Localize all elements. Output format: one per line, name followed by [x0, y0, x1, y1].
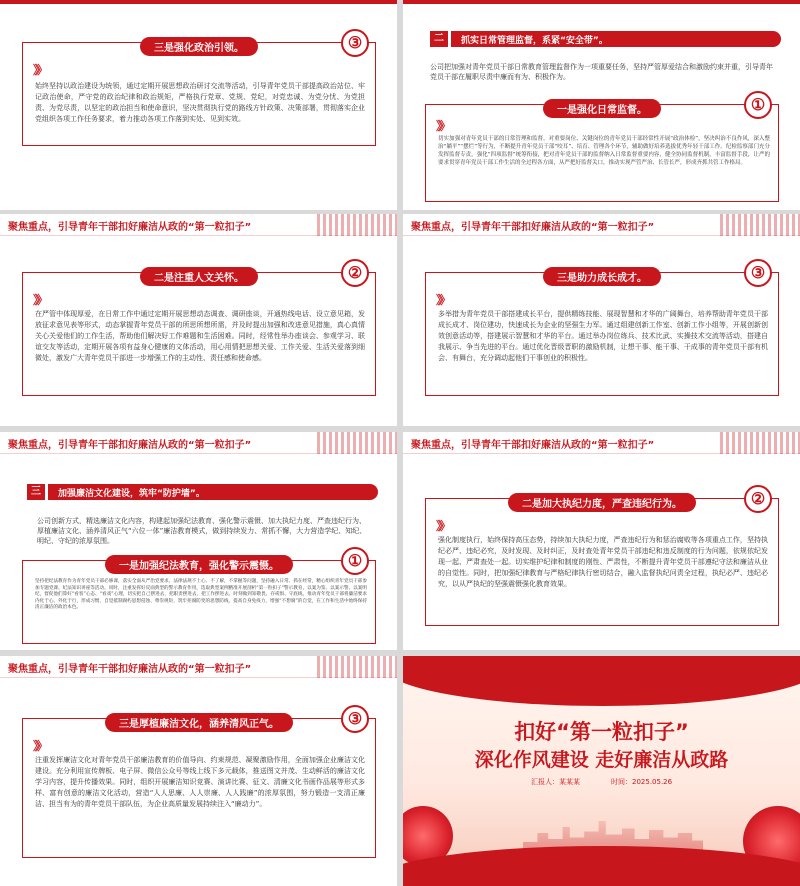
panel-title: 一是强化日常监督。 [543, 99, 661, 118]
panel-title: 三是厚植廉洁文化，涵养清风正气。 [105, 713, 293, 732]
panel-title: 二是注重人文关怀。 [140, 267, 258, 286]
cover-title: 扣好“第一粒扣子” [514, 720, 689, 744]
header-decoration [720, 432, 800, 454]
chevron-icon: 》》 [33, 739, 46, 753]
slide-header [0, 656, 397, 678]
slide-humanistic-care [0, 214, 397, 426]
panel-number-badge: ① [744, 91, 772, 119]
slide-cover [403, 656, 800, 886]
header-text: 聚焦重点，引导青年干部扣好廉洁从政的“第一粒扣子” [411, 222, 655, 233]
slide-discipline-enforcement [403, 432, 800, 650]
panel-number-badge: ③ [341, 705, 369, 733]
section-title-bar: 抓实日常管理监督，系紧“安全带”。 [451, 31, 781, 47]
panel-card [425, 95, 779, 202]
slide-header [403, 214, 800, 236]
panel-body-text: 在严管中体现厚爱，在日常工作中通过定期开展思想动态调查、调研座谈，开通热线电话、设立意见箱，发放征求意见表等形式，动态掌握青年党员干部的所思所想所需，并及时提出加强和改进意见措施，真心真情关心关爱他们的工作生活，帮助他们解决好工作难题和生活困难。同时，经常性举办座谈会、参观学习、联谊交友等活动，定期开展各项有益身心健康的文体活动，用心用情把思想关爱、工作关爱、生活关爱落到细微处，激发广大青年党员干部进一步增强工作的主动性、责任感和使命感。 [35, 310, 365, 362]
panel-number-badge: ③ [744, 259, 772, 287]
panel-number-badge: ② [744, 485, 772, 513]
header-text: 聚焦重点，引导青年干部扣好廉洁从政的“第一粒扣子” [8, 664, 252, 675]
panel-body-text: 注重发挥廉洁文化对青年党员干部廉洁教育的价值导向、约束规范、凝聚激励作用，全面加强企业廉洁文化建设。充分利用宣传牌板、电子屏、微信公众号等线上线下多元载体，推送图文并茂、生动鲜活的廉洁文化学习内容，提升传播效果。同时，组织开展廉洁知识竞赛、演讲比赛、征文、清廉文化书画作品展等形式多样、富有创意的廉洁文化活动，营造“人人思廉、人人崇廉、人人践廉”的浓厚氛围，努力锻造一支清正廉洁、担当有为的青年党员干部队伍，为企业高质量发展持续注入“廉动力”。 [35, 756, 365, 808]
header-text: 聚焦重点，引导青年干部扣好廉洁从政的“第一粒扣子” [8, 440, 252, 451]
bottom-wave-decoration [403, 846, 800, 886]
panel-body-text: 强化制度执行，始终保持高压态势，持续加大执纪力度，严查违纪行为和惩治腐败等各项重点工作，坚持执纪必严、违纪必究，及时发现、及时纠正，及时查处青年党员干部违纪和违反制度的行为问题，依规依纪发现一起、严肃查处一起。切实维护纪律和制度的刚性、严肃性，不断提升青年党员干部遵纪守法和廉洁从业的自觉性。同时，把加强纪律教育与严格纪律执行密切结合，融入监督执纪问责全过程，执纪必严、违纪必究，以从严执纪的坚强震慑强化教育效果。 [438, 536, 768, 588]
slide-political-guidance [0, 0, 397, 210]
section-title-bar: 加强廉洁文化建设，筑牢“防护墙”。 [48, 484, 378, 500]
panel-title: 三是助力成长成才。 [543, 267, 661, 286]
header-decoration [317, 656, 397, 678]
reporter-label: 汇报人：某某某 [531, 778, 580, 786]
section-intro: 公司创新方式，精选廉洁文化内容，构建起加强纪法教育、强化警示震慑、加大执纪力度、严查违纪行为、厚植廉洁文化、涵养清风正气“六位一体”廉洁教育模式，做到持续发力、常抓不懈，大力营造学纪、知纪、明纪、守纪的浓厚氛围。 [37, 517, 367, 545]
panel-body-text: 切实加强对青年党员干部的日常管理和监督，对重要岗位、关键岗位的青年党员干部经常性开展“政治体检”，坚决纠治不良作风，深入整治“躺平”“摆烂”等行为，不断提升青年党员干部“咬耳”、培育、管理各个环节，辅助做好培养选拔优秀年轻干部工作。纪检监察部门充分发挥监督专责，强化“四项监督”统筹衔接，把对青年党员干部的监督纳入日常监督重要内容，健全协同监督机制，丰富监督手段，让严的要求贯穿青年党员干部工作生活的全过程各方面，从严把好监督关口，推动实现严管严治、长管长严，形成齐抓共管工作格局。 [438, 136, 770, 166]
panel-body-text: 多举措为青年党员干部搭建成长平台，提供精练技能、展现智慧和才华的广阔舞台，培养帮助青年党员干部成长成才、岗位建功，快速成长为企业的坚强生力军。通过组建创新工作室、创新工作小组等，开展创新创效创意活动等，搭建展示智慧和才华的平台。通过举办岗位练兵、技术比武、实操技术交流等活动，搭建自我展示、争当先进的平台。通过优化晋级晋职的激励机制，让想干事、能干事、干成事的青年党员干部有机会、有舞台，充分调动起他们干事创业的积极性。 [438, 310, 768, 362]
slide-header [403, 432, 800, 454]
panel-number-badge: ② [341, 259, 369, 287]
chevron-icon: 》》 [436, 119, 449, 133]
chevron-icon: 》》 [33, 63, 46, 77]
date-label: 时间：2025.05.26 [611, 778, 673, 786]
header-text: 聚焦重点，引导青年干部扣好廉洁从政的“第一粒扣子” [8, 222, 252, 233]
panel-title: 三是强化政治引领。 [140, 37, 258, 56]
section-number: 二 [430, 31, 448, 47]
slide-clean-culture [0, 656, 397, 886]
panel-number-badge: ③ [341, 29, 369, 57]
panel-card [425, 263, 779, 396]
section-intro: 公司把加强对青年党员干部日常教育管理监督作为一项重要任务，坚持严管厚爱结合和激励约束并重，引导青年党员干部在履职尽责中廉而有为、积极作为。 [430, 63, 773, 81]
cover-subtitle: 深化作风建设 走好廉洁从政路 [474, 749, 729, 771]
panel-card [425, 489, 779, 626]
panel-number-badge: ① [341, 547, 369, 575]
header-decoration [720, 214, 800, 236]
section-number: 三 [27, 484, 45, 500]
slide-daily-supervision [403, 0, 800, 210]
panel-title: 一是加强纪法教育，强化警示震慑。 [105, 555, 293, 574]
chevron-icon: 》》 [33, 293, 46, 307]
panel-title: 二是加大执纪力度，严查违纪行为。 [508, 493, 696, 512]
slide-growth-support [403, 214, 800, 426]
slide-integrity-culture [0, 432, 397, 650]
chevron-icon: 》》 [436, 293, 449, 307]
chevron-icon: 》》 [436, 519, 449, 533]
top-rule [403, 0, 800, 4]
slide-header [0, 214, 397, 236]
panel-body-text: 坚持把纪法教育作为青年党员干部必修课，落实全面从严治党要求，法律法规不上心、不了解，不掌握等问题，坚持融入日常、抓在经常，精心组织青年党员干部参加专题党课、纪法知识讲座等活动。同时，注重发挥好反面典型的警示教育作用，选取典型案例精准开展剖析“第一粒扣子”警示教育，以案为鉴、以案示警、以案明纪，督促他们算好“看客”心态、“看戏”心理，切实把自己摆进去，把职责摆进去，把工作摆进去，时刻做到知敬畏、存戒惧、守底线，推动青年党员干部将廉洁要求内化于心、外化于行，形成习惯，自觉抵制腐朽思想侵蚀、尊崇规矩，筑牢拒腐防变的思想防线，提高自身免疫力，增强“不想腐”的自觉，在工作和生活中始终保持清正廉洁的政治本色。 [35, 579, 367, 611]
panel-body-text: 始终坚持以政治建设为统领，通过定期开展思想政治研讨交流等活动，引导青年党员干部提高政治站位、牢记政治使命，严守党的政治纪律和政治规矩，严格执行党章、党规、党纪，对党忠诚、为党分忧、为党担责、为党尽责，以坚定的政治担当和使命意识，坚决贯彻执行党的路线方针政策、决策部署，贯彻落实企业党组织各项工作任务要求，着力推动各项工作落到实处、见到实效。 [35, 82, 365, 123]
panel-card [22, 263, 376, 396]
panel-card [22, 551, 376, 644]
header-decoration [317, 432, 397, 454]
panel-card [22, 709, 376, 858]
header-text: 聚焦重点，引导青年干部扣好廉洁从政的“第一粒扣子” [411, 440, 655, 451]
top-wave-decoration [403, 656, 800, 706]
panel-card [22, 33, 376, 146]
top-rule [0, 0, 397, 4]
slide-header [0, 432, 397, 454]
header-decoration [317, 214, 397, 236]
